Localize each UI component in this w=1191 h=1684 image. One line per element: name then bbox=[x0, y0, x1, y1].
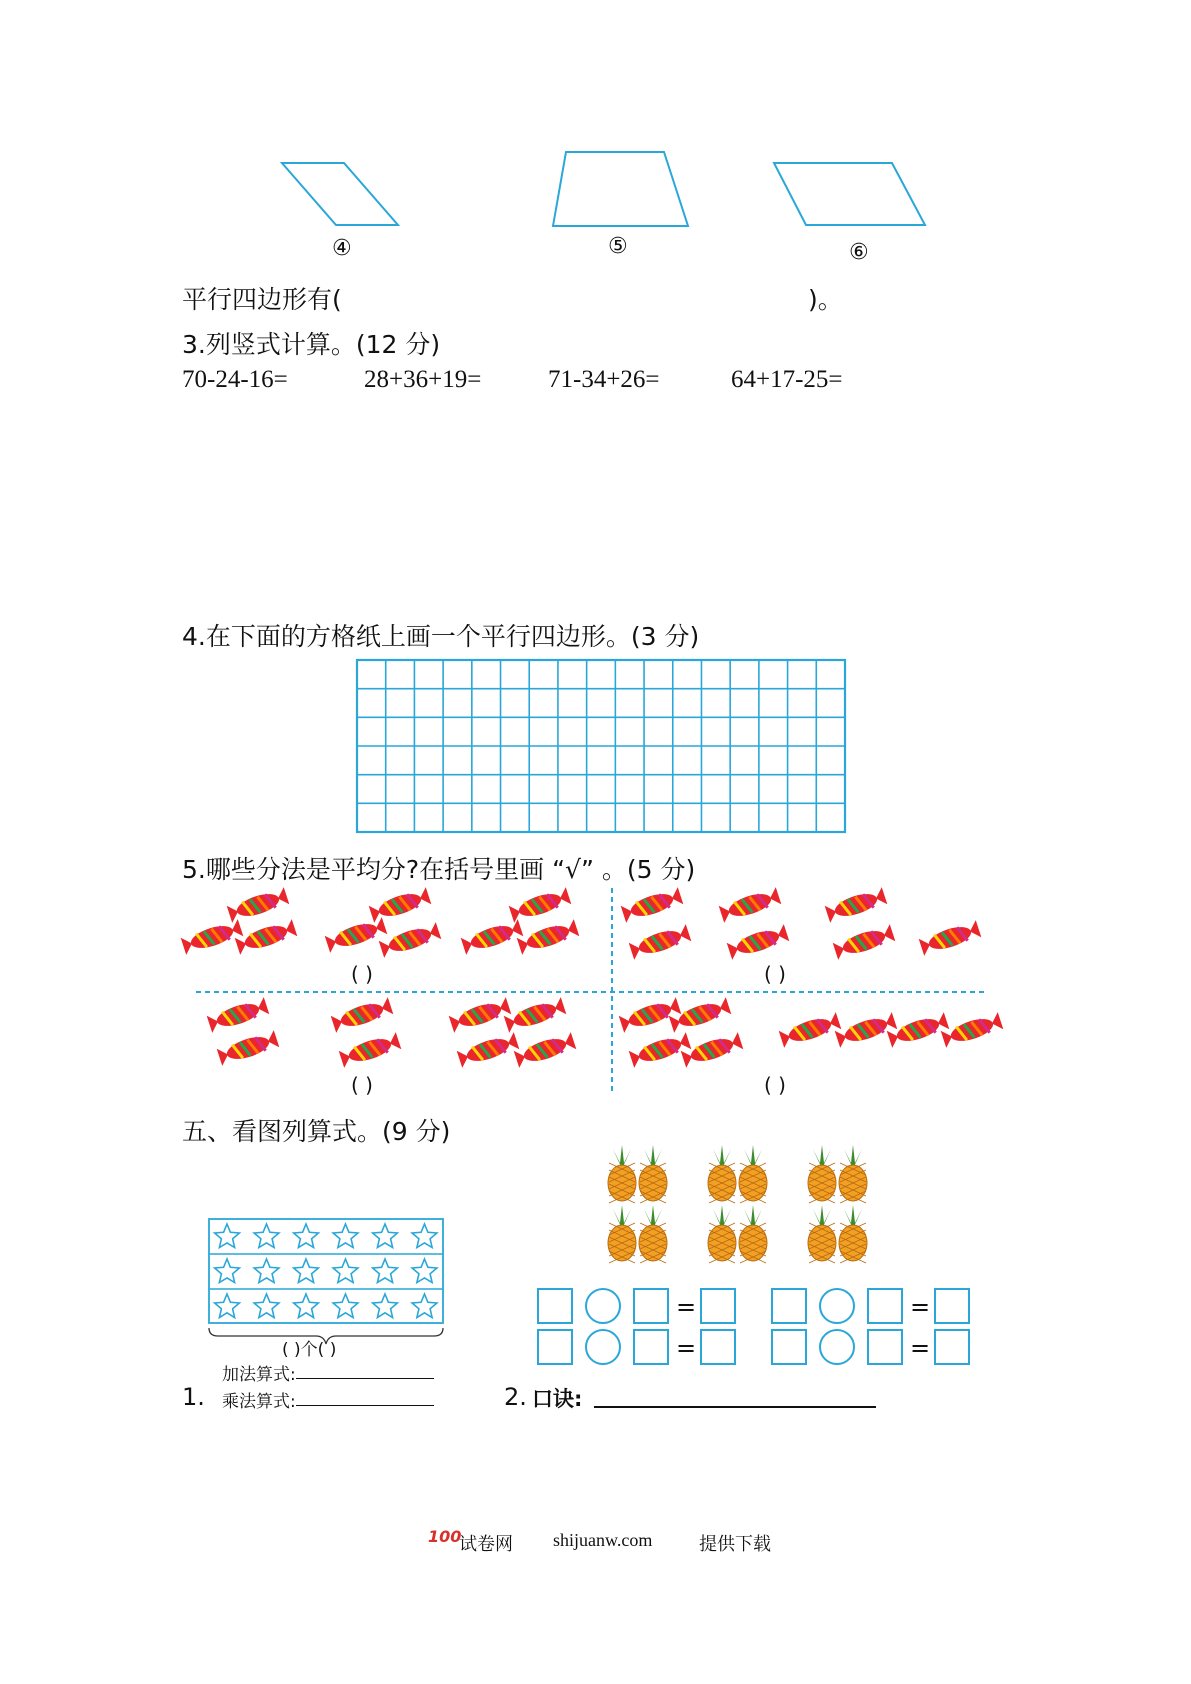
answer-box bbox=[935, 1330, 969, 1364]
answer-paren[interactable]: ( ) bbox=[764, 1073, 786, 1097]
calc-problem: 71-34+26= bbox=[548, 366, 660, 393]
operator-circle bbox=[820, 1330, 854, 1364]
footer-logo: 100 bbox=[428, 1527, 462, 1546]
answer-box bbox=[772, 1289, 806, 1323]
section5-title: 五、看图列算式。(9 分) bbox=[182, 1117, 451, 1146]
answer-box bbox=[701, 1289, 735, 1323]
mul-formula-label: 乘法算式: bbox=[222, 1392, 296, 1412]
formula-row[interactable] bbox=[538, 1330, 735, 1364]
star-caption: ( )个( ) bbox=[282, 1340, 337, 1360]
shape-label-6: ⑥ bbox=[849, 240, 869, 265]
answer-box bbox=[634, 1330, 668, 1364]
operator-circle bbox=[586, 1330, 620, 1364]
shape-label-4: ④ bbox=[332, 236, 352, 261]
answer-box bbox=[701, 1330, 735, 1364]
shape-label-5: ⑤ bbox=[608, 234, 628, 259]
footer-tagline: 提供下载 bbox=[699, 1534, 771, 1554]
answer-box bbox=[634, 1289, 668, 1323]
answer-paren[interactable]: ( ) bbox=[351, 1073, 373, 1097]
footer-domain[interactable]: shijuanw.com bbox=[553, 1530, 653, 1550]
formula-row[interactable] bbox=[772, 1289, 969, 1323]
calc-problem: 28+36+19= bbox=[364, 366, 482, 393]
answer-box bbox=[935, 1289, 969, 1323]
answer-box bbox=[772, 1330, 806, 1364]
q4-title: 4.在下面的方格纸上画一个平行四边形。(3 分) bbox=[182, 622, 700, 651]
answer-box bbox=[868, 1330, 902, 1364]
operator-circle bbox=[820, 1289, 854, 1323]
formula-row[interactable] bbox=[538, 1289, 735, 1323]
equals-sign: = bbox=[676, 1334, 697, 1362]
q5-title: 5.哪些分法是平均分?在括号里画 “√” 。(5 分) bbox=[182, 855, 696, 884]
formula-row[interactable] bbox=[772, 1330, 969, 1364]
add-formula-label: 加法算式: bbox=[222, 1365, 296, 1385]
equals-sign: = bbox=[910, 1293, 931, 1321]
answer-box bbox=[538, 1330, 572, 1364]
calc-problem: 70-24-16= bbox=[182, 366, 288, 393]
koujue-blank[interactable] bbox=[594, 1406, 876, 1408]
parallelogram-answer-prefix: 平行四边形有( bbox=[182, 285, 342, 314]
equals-sign: = bbox=[910, 1334, 931, 1362]
answer-paren[interactable]: ( ) bbox=[351, 962, 373, 986]
q3-title: 3.列竖式计算。(12 分) bbox=[182, 330, 441, 359]
answer-paren[interactable]: ( ) bbox=[764, 962, 786, 986]
equals-sign: = bbox=[676, 1293, 697, 1321]
item-1-label: 1. bbox=[182, 1383, 205, 1411]
footer-site-name: 试卷网 bbox=[459, 1534, 513, 1554]
parallelogram-answer-suffix: )。 bbox=[808, 285, 843, 314]
answer-box bbox=[538, 1289, 572, 1323]
item-2-label: 2. bbox=[504, 1383, 527, 1411]
answer-box bbox=[868, 1289, 902, 1323]
operator-circle bbox=[586, 1289, 620, 1323]
koujue-label: 口诀: bbox=[532, 1387, 583, 1411]
calc-problem: 64+17-25= bbox=[731, 366, 843, 393]
